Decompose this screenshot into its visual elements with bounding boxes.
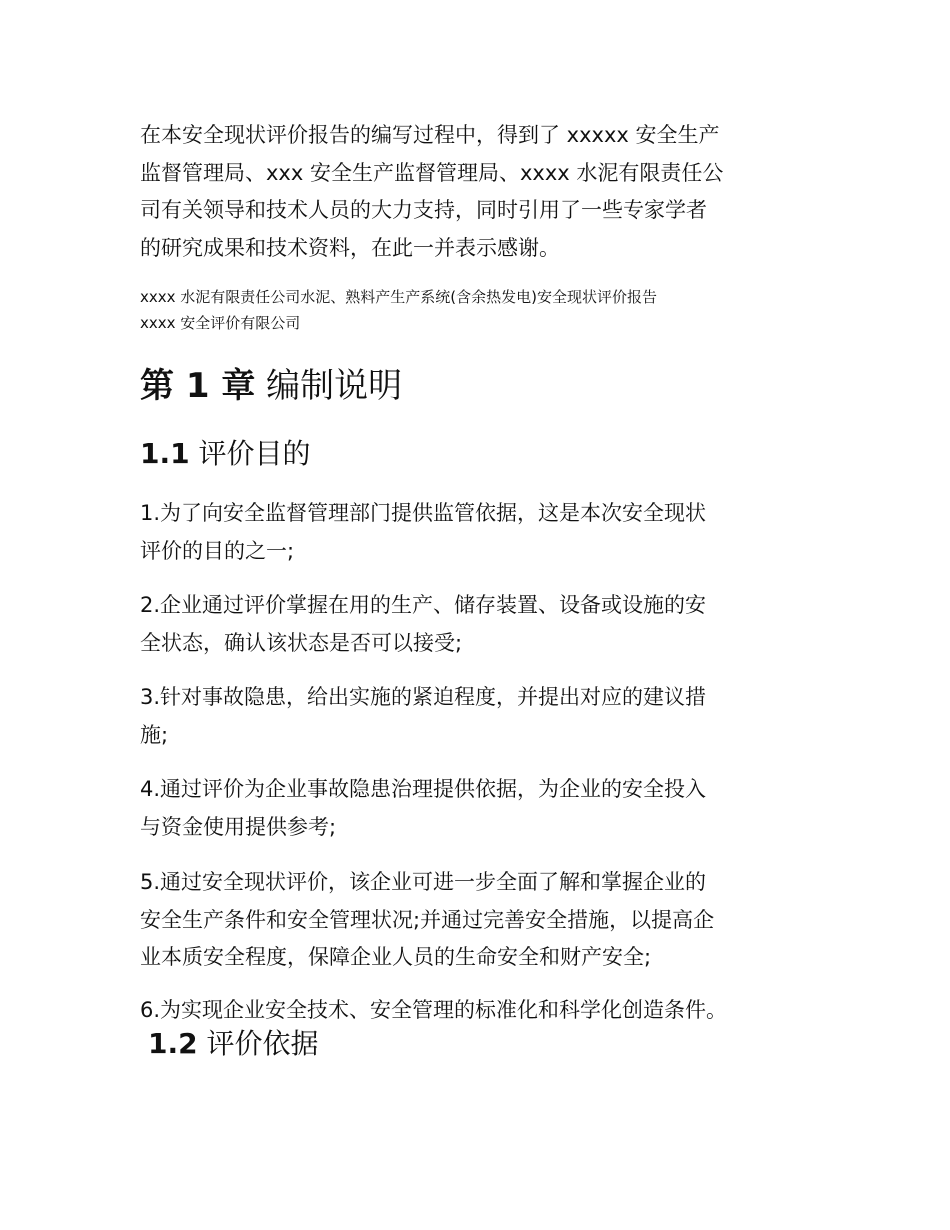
chapter-number: 第 1 章 xyxy=(140,366,256,406)
list-item-line: 业本质安全程度，保障企业人员的生命安全和财产安全; xyxy=(140,945,652,969)
list-item xyxy=(140,587,810,662)
report-title: xxxx 水泥有限责任公司水泥、熟料产生产系统(含余热发电)安全现状评价报告 xyxy=(140,288,657,306)
list-item xyxy=(140,495,810,570)
chapter-title: 编制说明 xyxy=(266,366,403,406)
list-item-line: 全状态，确认该状态是否可以接受; xyxy=(140,630,463,655)
list-item-line: 5.通过安全现状评价，该企业可进一步全面了解和掌握企业的 xyxy=(140,870,707,894)
list-item-line: 施; xyxy=(140,722,169,747)
list-item-line: 评价的目的之一; xyxy=(140,538,295,563)
section-heading-1-1 xyxy=(140,434,810,474)
list-item xyxy=(140,679,810,754)
section-title: 评价目的 xyxy=(198,437,311,470)
paragraph-line: 司有关领导和技术人员的大力支持，同时引用了一些专家学者 xyxy=(140,198,707,222)
paragraph-line: 监督管理局、xxx 安全生产监督管理局、xxxx 水泥有限责任公 xyxy=(140,160,724,185)
paragraph-line: 在本安全现状评价报告的编写过程中，得到了 xxxxx 安全生产 xyxy=(140,123,720,147)
section-heading-1-2 xyxy=(148,1024,818,1064)
acknowledgement-paragraph xyxy=(140,117,810,267)
list-item-line: 安全生产条件和安全管理状况;并通过完善安全措施，以提高企 xyxy=(140,907,715,932)
section-title: 评价依据 xyxy=(206,1027,319,1060)
list-item xyxy=(140,864,810,977)
section-number: 1.2 xyxy=(148,1027,198,1060)
section-number: 1.1 xyxy=(140,437,190,470)
report-byline xyxy=(140,284,810,336)
chapter-heading xyxy=(140,362,810,410)
paragraph-line: 的研究成果和技术资料，在此一并表示感谢。 xyxy=(140,235,560,260)
list-item xyxy=(140,771,810,846)
list-item-line: 1.为了向安全监督管理部门提供监管依据，这是本次安全现状 xyxy=(140,501,707,525)
company-name: xxxx 安全评价有限公司 xyxy=(140,314,301,332)
list-item-line: 3.针对事故隐患，给出实施的紧迫程度，并提出对应的建议措 xyxy=(140,685,707,709)
list-item-line: 2.企业通过评价掌握在用的生产、储存装置、设备或设施的安 xyxy=(140,593,707,617)
list-item-line: 与资金使用提供参考; xyxy=(140,814,337,839)
list-item-line: 4.通过评价为企业事故隐患治理提供依据，为企业的安全投入 xyxy=(140,777,707,801)
list-item-line: 6.为实现企业安全技术、安全管理的标准化和科学化创造条件。 xyxy=(140,998,728,1022)
